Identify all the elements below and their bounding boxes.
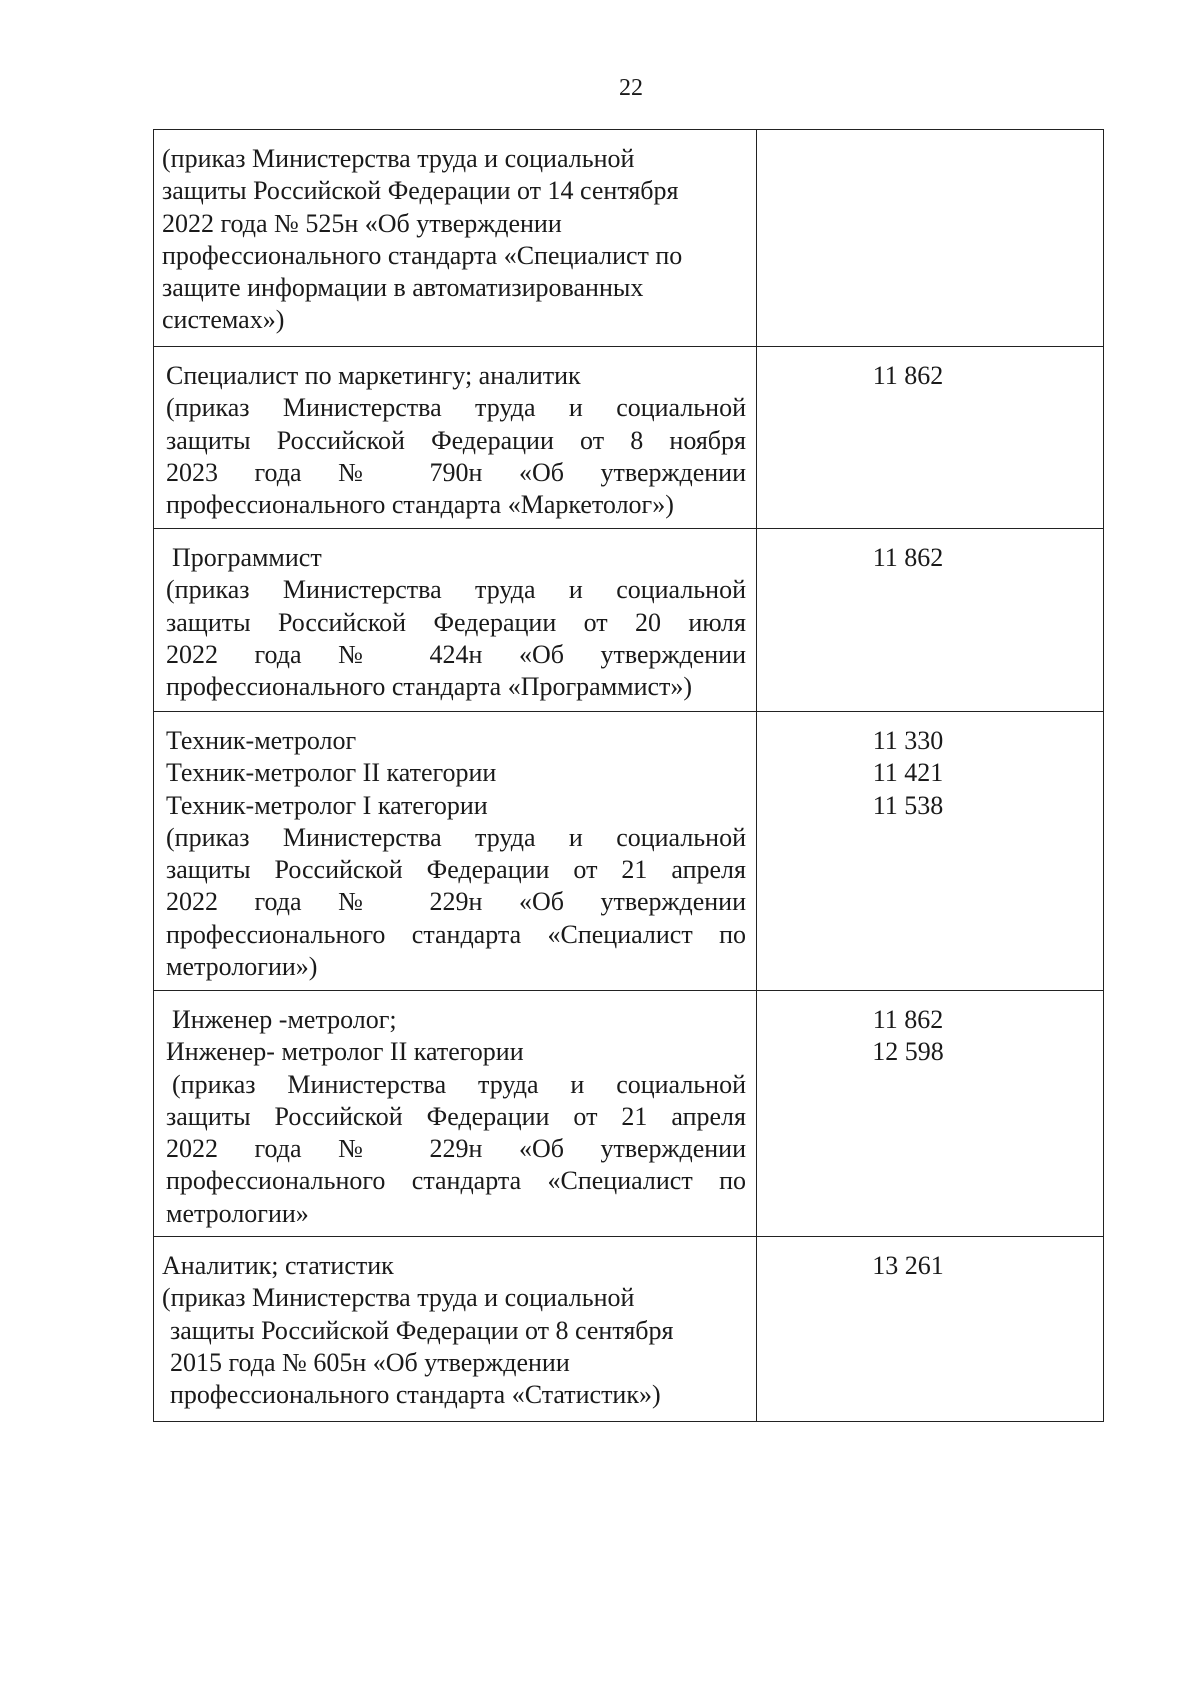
description-line: 2022 года № 229н «Об утверждении xyxy=(166,887,746,917)
table-row xyxy=(154,991,1104,1237)
description-line: защиты Российской Федерации от 21 апреля xyxy=(166,1101,746,1131)
description-line: (приказ Министерства труда и социальной xyxy=(166,575,746,605)
position-title: Техник-метролог I категории xyxy=(166,790,488,820)
description-line: (приказ Министерства труда и социальной xyxy=(162,1283,635,1313)
description-line: защиты Российской Федерации от 8 ноября xyxy=(166,425,746,455)
position-description-cell xyxy=(154,347,757,529)
description-line: защите информации в автоматизированных xyxy=(162,273,644,303)
salary-value: 11 538 xyxy=(872,790,944,820)
table-row xyxy=(154,712,1104,991)
description-line: 2022 года № 424н «Об утверждении xyxy=(166,639,746,669)
table-row xyxy=(154,130,1104,347)
salary-value-cell xyxy=(757,130,1104,347)
salary-value: 11 862 xyxy=(872,361,944,390)
description-line: защиты Российской Федерации от 8 сентября xyxy=(170,1315,674,1345)
description-line: профессионального стандарта «Специалист по xyxy=(166,1166,746,1196)
position-title: Аналитик; статистик xyxy=(162,1251,394,1281)
description-line: защиты Российской Федерации от 21 апреля xyxy=(166,855,746,885)
salary-value: 11 330 xyxy=(872,726,944,755)
table-row xyxy=(154,529,1104,712)
position-title: Техник-метролог xyxy=(166,726,357,755)
salary-value: 12 598 xyxy=(872,1037,944,1067)
description-line: профессионального стандарта «Маркетолог») xyxy=(166,490,674,520)
description-line: 2022 года № 525н «Об утверждении xyxy=(162,208,562,238)
position-description-cell xyxy=(154,712,757,991)
salary-value-cell xyxy=(757,991,1104,1237)
description-line: (приказ Министерства труда и социальной xyxy=(172,1069,746,1099)
description-line: (приказ Министерства труда и социальной xyxy=(166,393,746,423)
salary-value-cell xyxy=(757,529,1104,712)
salary-value-cell xyxy=(757,712,1104,991)
description-line: (приказ Министерства труда и социальной xyxy=(166,822,746,852)
position-title: Специалист по маркетингу; аналитик xyxy=(166,361,581,390)
position-title: Инженер- метролог II категории xyxy=(166,1037,524,1067)
page-number: 22 xyxy=(619,75,643,101)
description-line: метрологии» xyxy=(166,1198,309,1228)
description-line: защиты Российской Федерации от 14 сентября xyxy=(162,176,679,206)
description-line: защиты Российской Федерации от 20 июля xyxy=(166,607,746,637)
description-line: профессионального стандарта «Специалист по xyxy=(166,919,746,949)
salary-value: 13 261 xyxy=(872,1251,944,1281)
table-row xyxy=(154,1237,1104,1422)
description-line: профессионального стандарта «Программист») xyxy=(166,672,693,702)
position-description-cell xyxy=(154,529,757,712)
description-line: метрологии») xyxy=(166,952,318,982)
position-title: Техник-метролог II категории xyxy=(166,758,497,788)
description-line: 2023 года № 790н «Об утверждении xyxy=(166,457,746,487)
position-description-cell xyxy=(154,130,757,347)
description-line: 2022 года № 229н «Об утверждении xyxy=(166,1134,746,1164)
description-line: профессионального стандарта «Статистик») xyxy=(170,1380,661,1410)
position-title: Инженер -метролог; xyxy=(172,1005,397,1034)
description-line: профессионального стандарта «Специалист по xyxy=(162,240,683,270)
position-title: Программист xyxy=(172,543,322,572)
table-row xyxy=(154,347,1104,529)
salary-table xyxy=(153,129,1104,1422)
position-description-cell xyxy=(154,991,757,1237)
salary-value-cell xyxy=(757,1237,1104,1422)
salary-value: 11 421 xyxy=(872,758,944,788)
description-line: (приказ Министерства труда и социальной xyxy=(162,144,635,173)
salary-value-cell xyxy=(757,347,1104,529)
description-line: 2015 года № 605н «Об утверждении xyxy=(170,1347,570,1377)
salary-value: 11 862 xyxy=(872,1005,944,1034)
salary-value: 11 862 xyxy=(872,543,944,572)
position-description-cell xyxy=(154,1237,757,1422)
description-line: системах») xyxy=(162,305,285,335)
